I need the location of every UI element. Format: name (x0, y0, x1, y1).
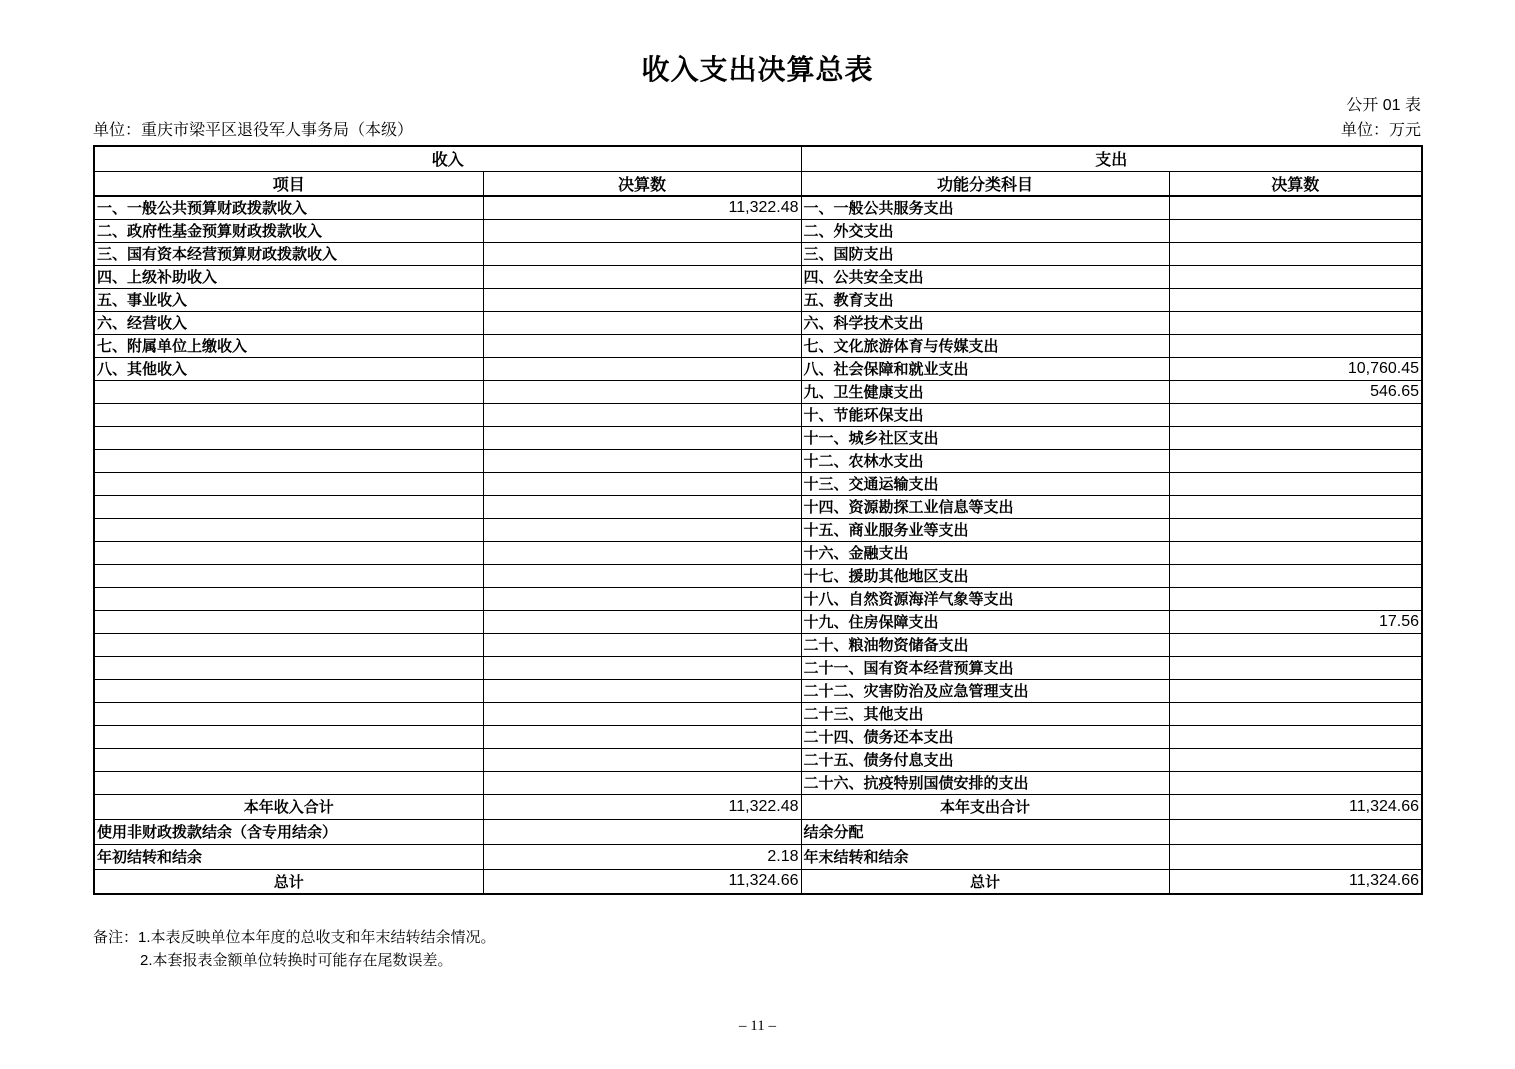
currency-unit: 单位：万元 (1340, 122, 1421, 139)
income-value-cell (483, 403, 801, 426)
expense-value-cell (1169, 518, 1422, 541)
note-line-1: 备注：1.本表反映单位本年度的总收支和年末结转结余情况。 (93, 929, 496, 946)
expense-item-cell: 一、一般公共服务支出 (801, 196, 1169, 219)
expense-value-cell: 546.65 (1169, 380, 1422, 403)
table-row (94, 725, 1422, 748)
table-row (94, 357, 1422, 380)
income-item-cell (94, 426, 483, 449)
income-item-cell (94, 495, 483, 518)
income-value-cell: 11,322.48 (483, 196, 801, 219)
table-row (94, 564, 1422, 587)
income-value-cell (483, 472, 801, 495)
table-row (94, 610, 1422, 633)
expense-value-cell (1169, 334, 1422, 357)
table-row (94, 426, 1422, 449)
table-row (94, 196, 1422, 219)
expense-value-cell: 17.56 (1169, 610, 1422, 633)
expense-item-cell: 十六、金融支出 (801, 541, 1169, 564)
income-value-cell (483, 426, 801, 449)
expense-value-cell (1169, 702, 1422, 725)
table-row (94, 472, 1422, 495)
income-value-cell (483, 449, 801, 472)
expense-item-cell: 十一、城乡社区支出 (801, 426, 1169, 449)
expense-item-cell: 十三、交通运输支出 (801, 472, 1169, 495)
expense-item-cell: 十五、商业服务业等支出 (801, 518, 1169, 541)
expense-value-cell (1169, 587, 1422, 610)
page-title: 收入支出决算总表 (641, 54, 874, 85)
income-item-cell (94, 380, 483, 403)
income-value-cell (483, 656, 801, 679)
page-number: – 11 – (739, 1018, 776, 1034)
table-row (94, 587, 1422, 610)
expense-value-cell (1169, 242, 1422, 265)
expense-item-cell: 本年支出合计 (801, 794, 1169, 819)
income-item-cell (94, 449, 483, 472)
income-item-cell: 使用非财政拨款结余（含专用结余） (94, 819, 483, 844)
income-value-cell (483, 334, 801, 357)
expense-value-cell (1169, 633, 1422, 656)
expense-item-cell: 二十三、其他支出 (801, 702, 1169, 725)
income-item-cell: 本年收入合计 (94, 794, 483, 819)
income-item-cell (94, 679, 483, 702)
table-row (94, 311, 1422, 334)
unit-name: 单位：重庆市梁平区退役军人事务局（本级） (93, 122, 414, 139)
expense-value-cell: 11,324.66 (1169, 794, 1422, 819)
summary-row (94, 819, 1422, 844)
expense-item-cell: 六、科学技术支出 (801, 311, 1169, 334)
income-value-cell (483, 380, 801, 403)
income-value-cell (483, 587, 801, 610)
income-value-cell (483, 518, 801, 541)
income-item-cell (94, 610, 483, 633)
table-body (94, 196, 1422, 894)
income-value-cell (483, 311, 801, 334)
expense-value-cell (1169, 403, 1422, 426)
expense-value-cell (1169, 196, 1422, 219)
income-item-cell (94, 564, 483, 587)
expense-value-cell (1169, 288, 1422, 311)
income-item-cell (94, 656, 483, 679)
expense-item-cell: 二十四、债务还本支出 (801, 725, 1169, 748)
expense-item-cell: 十二、农林水支出 (801, 449, 1169, 472)
income-value-cell: 11,324.66 (483, 869, 801, 894)
expense-item-cell: 年末结转和结余 (801, 844, 1169, 869)
income-item-cell: 四、上级补助收入 (94, 265, 483, 288)
income-value-cell (483, 495, 801, 518)
income-item-cell: 二、政府性基金预算财政拨款收入 (94, 219, 483, 242)
income-item-cell: 五、事业收入 (94, 288, 483, 311)
expense-value-cell (1169, 819, 1422, 844)
income-item-cell: 年初结转和结余 (94, 844, 483, 869)
column-header-expense-amount: 决算数 (1169, 171, 1422, 196)
note-line-2: 2.本套报表金额单位转换时可能存在尾数误差。 (140, 952, 453, 969)
table-row (94, 403, 1422, 426)
income-item-cell (94, 702, 483, 725)
expense-value-cell (1169, 656, 1422, 679)
income-section-header: 收入 (94, 146, 801, 171)
expense-item-cell: 三、国防支出 (801, 242, 1169, 265)
expense-item-cell: 八、社会保障和就业支出 (801, 357, 1169, 380)
table-number: 公开 01 表 (1346, 97, 1421, 114)
income-item-cell (94, 541, 483, 564)
expense-value-cell (1169, 426, 1422, 449)
table-row (94, 449, 1422, 472)
expense-item-cell: 十、节能环保支出 (801, 403, 1169, 426)
income-item-cell: 八、其他收入 (94, 357, 483, 380)
expense-value-cell (1169, 844, 1422, 869)
table-row (94, 656, 1422, 679)
expense-item-cell: 十七、援助其他地区支出 (801, 564, 1169, 587)
income-item-cell: 总计 (94, 869, 483, 894)
table-row (94, 633, 1422, 656)
income-item-cell: 六、经营收入 (94, 311, 483, 334)
table-row (94, 219, 1422, 242)
expense-item-cell: 七、文化旅游体育与传媒支出 (801, 334, 1169, 357)
notes (93, 926, 496, 972)
table-row (94, 541, 1422, 564)
column-header-expense-item: 功能分类科目 (801, 171, 1169, 196)
income-value-cell (483, 288, 801, 311)
income-value-cell (483, 357, 801, 380)
expense-item-cell: 五、教育支出 (801, 288, 1169, 311)
expense-item-cell: 十八、自然资源海洋气象等支出 (801, 587, 1169, 610)
summary-row (94, 869, 1422, 894)
income-item-cell (94, 472, 483, 495)
expense-item-cell: 结余分配 (801, 819, 1169, 844)
income-item-cell (94, 587, 483, 610)
expense-value-cell (1169, 725, 1422, 748)
expense-value-cell (1169, 449, 1422, 472)
income-value-cell (483, 633, 801, 656)
expense-value-cell (1169, 679, 1422, 702)
expense-item-cell: 二、外交支出 (801, 219, 1169, 242)
summary-table (93, 145, 1423, 895)
expense-item-cell: 二十六、抗疫特别国债安排的支出 (801, 771, 1169, 794)
income-value-cell (483, 610, 801, 633)
expense-value-cell (1169, 771, 1422, 794)
expense-item-cell: 二十一、国有资本经营预算支出 (801, 656, 1169, 679)
expense-item-cell: 二十、粮油物资储备支出 (801, 633, 1169, 656)
income-item-cell (94, 748, 483, 771)
table-row (94, 265, 1422, 288)
table-row (94, 288, 1422, 311)
income-value-cell: 2.18 (483, 844, 801, 869)
income-value-cell (483, 702, 801, 725)
income-value-cell (483, 748, 801, 771)
expense-value-cell (1169, 265, 1422, 288)
table-row (94, 242, 1422, 265)
income-value-cell (483, 771, 801, 794)
section-header-row (94, 146, 1422, 171)
income-value-cell (483, 242, 801, 265)
expense-item-cell: 二十五、债务付息支出 (801, 748, 1169, 771)
expense-value-cell: 11,324.66 (1169, 869, 1422, 894)
income-value-cell (483, 541, 801, 564)
income-item-cell (94, 518, 483, 541)
column-header-income-item: 项目 (94, 171, 483, 196)
income-item-cell (94, 771, 483, 794)
income-value-cell: 11,322.48 (483, 794, 801, 819)
summary-row (94, 794, 1422, 819)
income-item-cell: 三、国有资本经营预算财政拨款收入 (94, 242, 483, 265)
table-row (94, 679, 1422, 702)
table-row (94, 518, 1422, 541)
unit-row (93, 117, 1421, 140)
table-row (94, 334, 1422, 357)
income-item-cell: 七、附属单位上缴收入 (94, 334, 483, 357)
table-row (94, 495, 1422, 518)
table-row (94, 380, 1422, 403)
income-value-cell (483, 219, 801, 242)
income-value-cell (483, 265, 801, 288)
expense-value-cell (1169, 564, 1422, 587)
income-value-cell (483, 679, 801, 702)
expense-value-cell (1169, 748, 1422, 771)
income-value-cell (483, 819, 801, 844)
expense-value-cell (1169, 311, 1422, 334)
income-value-cell (483, 564, 801, 587)
expense-item-cell: 二十二、灾害防治及应急管理支出 (801, 679, 1169, 702)
income-item-cell: 一、一般公共预算财政拨款收入 (94, 196, 483, 219)
expense-section-header: 支出 (801, 146, 1422, 171)
income-item-cell (94, 403, 483, 426)
table-row (94, 771, 1422, 794)
column-header-income-amount: 决算数 (483, 171, 801, 196)
income-item-cell (94, 633, 483, 656)
table-row (94, 748, 1422, 771)
expense-value-cell (1169, 495, 1422, 518)
expense-item-cell: 总计 (801, 869, 1169, 894)
expense-item-cell: 九、卫生健康支出 (801, 380, 1169, 403)
income-value-cell (483, 725, 801, 748)
expense-value-cell (1169, 219, 1422, 242)
expense-item-cell: 十九、住房保障支出 (801, 610, 1169, 633)
expense-value-cell (1169, 472, 1422, 495)
expense-value-cell (1169, 541, 1422, 564)
expense-item-cell: 四、公共安全支出 (801, 265, 1169, 288)
expense-value-cell: 10,760.45 (1169, 357, 1422, 380)
summary-row (94, 844, 1422, 869)
column-header-row (94, 171, 1422, 196)
income-item-cell (94, 725, 483, 748)
table-row (94, 702, 1422, 725)
expense-item-cell: 十四、资源勘探工业信息等支出 (801, 495, 1169, 518)
